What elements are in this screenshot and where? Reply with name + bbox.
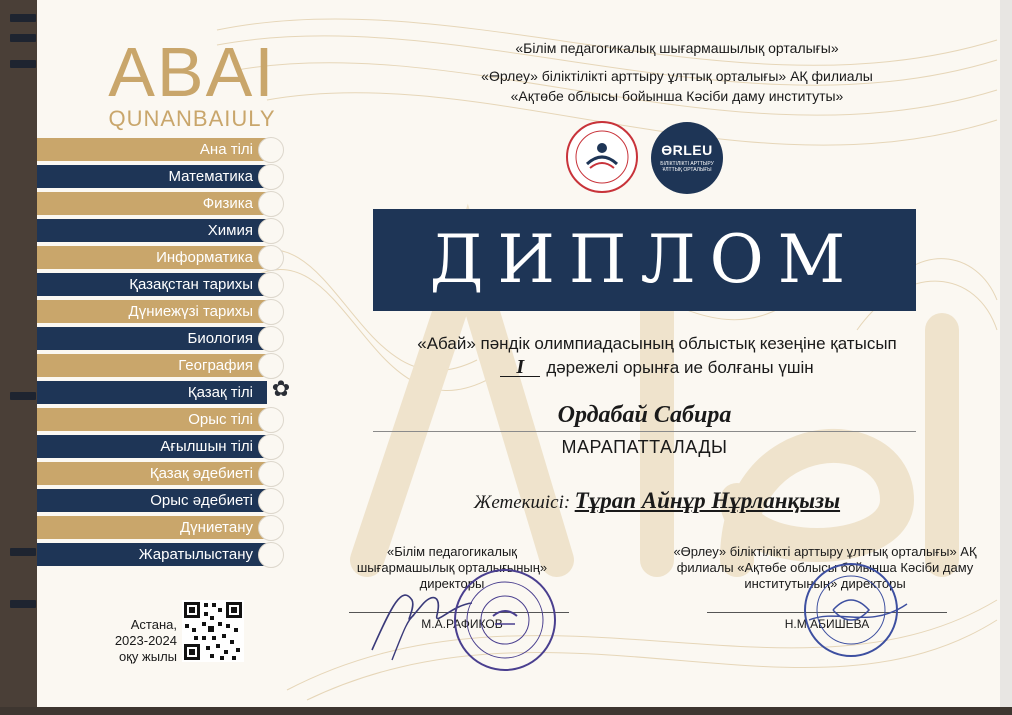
achievement-line-2-text: дәрежелі орынға ие болғаны үшін — [546, 358, 814, 377]
subject-item — [37, 489, 267, 512]
circle-icon — [258, 434, 284, 460]
right-official-stamp — [789, 560, 913, 660]
circle-icon — [258, 326, 284, 352]
subject-item — [37, 246, 267, 269]
subject-label: Физика — [202, 195, 253, 212]
strip-mark — [10, 600, 36, 608]
subject-item — [37, 138, 267, 161]
teacher-label: Жетекшісі: — [473, 492, 571, 513]
subject-list — [37, 138, 291, 570]
left-official-stamp — [453, 568, 557, 672]
subject-label: Қазақ тілі — [187, 384, 253, 401]
subject-item — [37, 300, 267, 323]
strip-mark — [10, 392, 36, 400]
orleu-name: ӨRLEU — [661, 142, 713, 158]
issuer-line-3: «Ақтөбе облысы бойынша Кәсіби даму институты» — [510, 88, 844, 104]
right-signatory-name: Н.М.АБИШЕВА — [784, 617, 870, 631]
subject-item — [37, 435, 267, 458]
logo-sub-text: QUNANBAIULY — [108, 106, 276, 131]
strip-mark — [10, 548, 36, 556]
achievement-line-2 — [337, 358, 977, 378]
orleu-emblem-icon — [651, 122, 723, 194]
subject-item — [37, 219, 267, 242]
circle-icon — [258, 245, 284, 271]
subject-item — [37, 408, 267, 431]
circle-icon — [258, 515, 284, 541]
circle-icon — [258, 218, 284, 244]
issue-place-year — [97, 617, 177, 665]
strip-mark — [10, 60, 36, 68]
subject-label: Биология — [187, 330, 253, 347]
subject-label: Математика — [168, 168, 253, 185]
subject-label: Орыс әдебиеті — [150, 492, 253, 509]
left-background-strip — [0, 0, 37, 715]
awarded-text: МАРАПАТТАЛАДЫ — [561, 437, 728, 457]
subject-item — [37, 165, 267, 188]
subject-label: География — [178, 357, 253, 374]
circle-icon — [258, 299, 284, 325]
subject-item — [37, 516, 267, 539]
qr-code-icon[interactable] — [182, 600, 244, 662]
circle-icon — [258, 272, 284, 298]
subject-label: Қазақстан тарихы — [129, 276, 253, 293]
circle-icon — [258, 488, 284, 514]
logo-main-text: ABAI — [108, 33, 276, 111]
subject-label: Химия — [207, 222, 253, 239]
diploma-document — [37, 0, 1000, 707]
issuer-line-1: «Білім педагогикалық шығармашылық орталығы» — [515, 40, 839, 56]
issuer-line-2: «Өрлеу» біліктілікті арттыру ұлттық орталығы» АҚ филиалы — [481, 68, 873, 84]
subject-label: Дүниетану — [180, 519, 253, 536]
circle-icon — [258, 461, 284, 487]
subject-label: Ана тілі — [199, 141, 253, 158]
year-label: оқу жылы — [119, 649, 177, 664]
subject-item — [37, 273, 267, 296]
teacher-line — [337, 488, 977, 514]
circle-icon — [258, 137, 284, 163]
achievement-line-1: «Абай» пәндік олимпиадасының облыстық кезеңіне қатысып — [417, 334, 897, 353]
city-name: Астана, — [130, 617, 177, 632]
subject-item-selected — [37, 376, 291, 404]
left-signatory-name: М.А.РАФИКОВ — [421, 617, 503, 631]
subject-item — [37, 354, 267, 377]
circle-icon — [258, 164, 284, 190]
subject-item — [37, 192, 267, 215]
subject-label: Информатика — [156, 249, 253, 266]
abai-logo — [92, 33, 292, 132]
subject-item — [37, 543, 267, 566]
recipient-name: Ордабай Сабира — [373, 402, 916, 432]
right-background-strip — [1000, 0, 1012, 715]
flower-marker-icon: ✿ — [271, 376, 291, 401]
academic-years: 2023-2024 — [114, 633, 177, 648]
circle-icon — [258, 542, 284, 568]
circle-icon — [258, 191, 284, 217]
circle-icon — [258, 407, 284, 433]
subject-item — [37, 462, 267, 485]
subject-label: Ағылшын тілі — [160, 438, 253, 455]
bilim-emblem-icon — [565, 120, 639, 194]
subject-item — [37, 327, 267, 350]
subject-label: Жаратылыстану — [138, 546, 253, 563]
orleu-caption: БІЛІКТІЛІКТІ АРТТЫРУ ҰЛТТЫҚ ОРТАЛЫҒЫ — [660, 161, 714, 173]
right-signatory-title: «Өрлеу» біліктілікті арттыру ұлттық орталығы» АҚ филиалы «Ақтөбе облысы бойынша Кәсіби даму институтының» директоры — [673, 544, 977, 591]
place-number: I — [500, 358, 540, 377]
strip-mark — [10, 34, 36, 42]
issuer-header — [397, 38, 957, 106]
left-signatory-title: «Білім педагогикалық шығармашылық орталығының» директоры — [356, 544, 548, 591]
subject-label: Дүниежүзі тарихы — [128, 303, 253, 320]
subject-label: Орыс тілі — [188, 411, 253, 428]
subject-label: Қазақ әдебиеті — [149, 465, 253, 482]
diploma-title: ДИПЛОМ — [373, 209, 916, 311]
teacher-name: Тұрап Айнұр Нұрланқызы — [574, 488, 841, 513]
strip-mark — [10, 14, 36, 22]
bottom-background-strip — [0, 707, 1012, 715]
